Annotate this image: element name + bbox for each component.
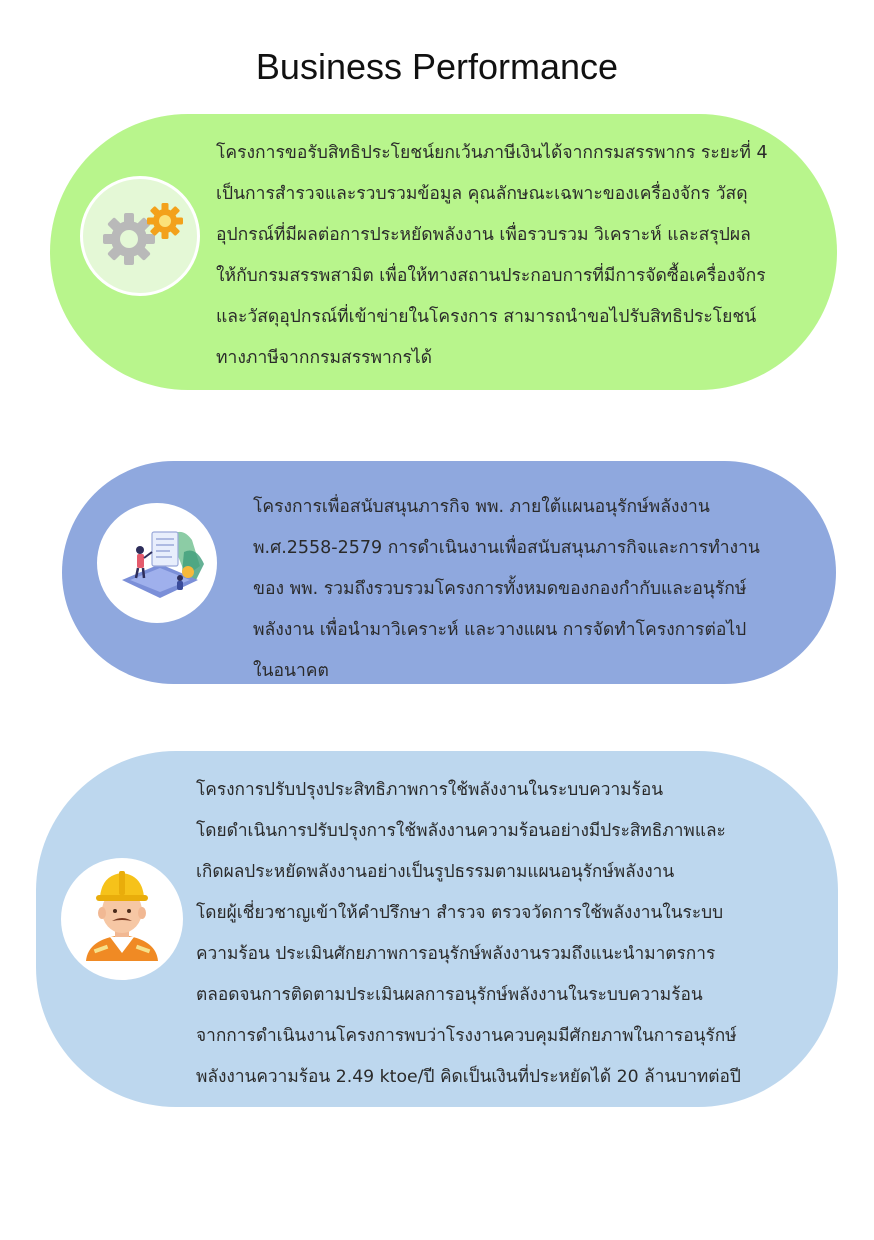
text-line: ให้กับกรมสรรพสามิต เพื่อให้ทางสถานประกอบการที่มีการจัดซื้อเครื่องจักร — [216, 266, 766, 286]
text-line: พลังงาน เพื่อนำมาวิเคราะห์ และวางแผน การจัดทำโครงการต่อไป — [253, 620, 747, 640]
text-line: ทางภาษีจากกรมสรรพากรได้ — [216, 348, 433, 368]
text-line: พลังงานความร้อน 2.49 ktoe/ปี คิดเป็นเงินที่ประหยัดได้ 20 ล้านบาทต่อปี — [196, 1067, 741, 1087]
text-line: ตลอดจนการติดตามประเมินผลการอนุรักษ์พลังงานในระบบความร้อน — [196, 985, 703, 1005]
text-line: โดยดำเนินการปรับปรุงการใช้พลังงานความร้อนอย่างมีประสิทธิภาพและ — [196, 821, 726, 841]
energy-tax-project-text — [216, 133, 768, 379]
support-mission-project-text — [253, 487, 760, 692]
text-line: อุปกรณ์ที่มีผลต่อการประหยัดพลังงาน เพื่อรวบรวม วิเคราะห์ และสรุปผล — [216, 225, 751, 245]
text-line: เกิดผลประหยัดพลังงานอย่างเป็นรูปธรรมตามแผนอนุรักษ์พลังงาน — [196, 862, 675, 882]
planning-illustration-icon — [97, 503, 217, 623]
page-title: Business Performance — [255, 46, 619, 87]
heat-efficiency-project-text — [196, 770, 741, 1098]
engineer-icon — [61, 858, 183, 980]
text-line: ความร้อน ประเมินศักยภาพการอนุรักษ์พลังงานรวมถึงแนะนำมาตรการ — [196, 944, 716, 964]
text-line: และวัสดุอุปกรณ์ที่เข้าข่ายในโครงการ สามารถนำขอไปรับสิทธิประโยชน์ — [216, 307, 757, 327]
text-line: โครงการขอรับสิทธิประโยชน์ยกเว้นภาษีเงินได้จากกรมสรรพากร ระยะที่ 4 — [216, 143, 768, 163]
text-line: เป็นการสำรวจและรวบรวมข้อมูล คุณลักษณะเฉพาะของเครื่องจักร วัสดุ — [216, 184, 748, 204]
text-line: พ.ศ.2558-2579 การดำเนินงานเพื่อสนับสนุนภารกิจและการทำงาน — [253, 538, 760, 558]
text-line: ในอนาคต — [253, 661, 329, 681]
text-line: โดยผู้เชี่ยวชาญเข้าให้คำปรึกษา สำรวจ ตรวจวัดการใช้พลังงานในระบบ — [196, 903, 724, 923]
text-line: โครงการเพื่อสนับสนุนภารกิจ พพ. ภายใต้แผนอนุรักษ์พลังงาน — [253, 497, 710, 517]
text-line: ของ พพ. รวมถึงรวบรวมโครงการทั้งหมดของกองกำกับและอนุรักษ์ — [253, 579, 747, 599]
text-line: จากการดำเนินงานโครงการพบว่าโรงงานควบคุมมีศักยภาพในการอนุรักษ์ — [196, 1026, 737, 1046]
text-line: โครงการปรับปรุงประสิทธิภาพการใช้พลังงานในระบบความร้อน — [196, 780, 664, 800]
gears-icon — [80, 176, 200, 296]
